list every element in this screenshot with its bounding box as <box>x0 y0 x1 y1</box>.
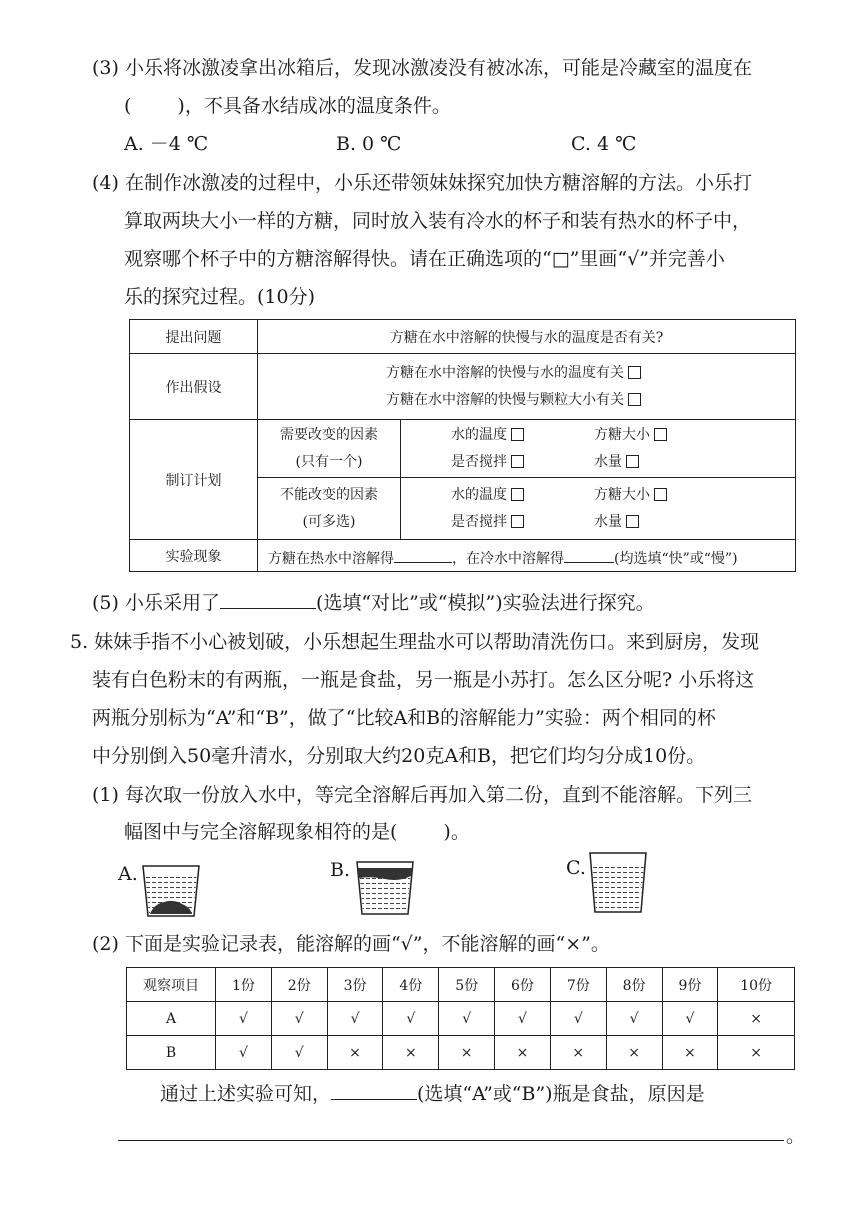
table-header-cell: 4份 <box>383 968 439 1002</box>
table-row <box>130 320 796 354</box>
row-label-question: 提出问题 <box>130 320 258 354</box>
table-header-cell: 6份 <box>495 968 551 1002</box>
hypothesis-option-size[interactable] <box>386 387 789 414</box>
question-text: 方糖在水中溶解的快慢与水的温度是否有关? <box>258 320 796 354</box>
option-label: 水的温度 <box>451 486 507 503</box>
table-cell: × <box>327 1036 383 1070</box>
checkbox[interactable] <box>654 488 667 501</box>
phenomenon-part2: ，在冷水中溶解得 <box>452 550 564 567</box>
table-cell: √ <box>606 1002 662 1036</box>
change-factor-options <box>401 420 796 478</box>
table-cell: A <box>127 1002 216 1036</box>
table-cell: √ <box>271 1002 327 1036</box>
cup-b-label: B. <box>330 859 351 881</box>
table-cell: × <box>439 1036 495 1070</box>
table-cell: × <box>718 1036 795 1070</box>
table-cell: √ <box>439 1002 495 1036</box>
table-header-cell: 2份 <box>271 968 327 1002</box>
reason-end-mark: 。 <box>786 1125 806 1147</box>
table-row-header <box>127 968 795 1002</box>
cold-water-answer-blank[interactable] <box>564 544 614 563</box>
table-cell: B <box>127 1036 216 1070</box>
phenomenon-part1: 方糖在热水中溶解得 <box>268 550 394 567</box>
table-row-b <box>127 1036 795 1070</box>
q5-answer-blank[interactable] <box>220 590 316 609</box>
q3-line1: (3) 小乐将冰激凌拿出冰箱后，发现冰激凌没有被冰冻，可能是冷藏室的温度在 <box>92 57 752 79</box>
option-water-amount[interactable] <box>594 449 639 476</box>
q4-line1: (4) 在制作冰激凌的过程中，小乐还带领妹妹探究加快方糖溶解的方法。小乐打 <box>92 172 752 194</box>
table-cell: √ <box>495 1002 551 1036</box>
option-sugar-size[interactable] <box>594 422 667 449</box>
table-cell: √ <box>383 1002 439 1036</box>
table-cell: × <box>495 1036 551 1070</box>
q5-line-rest: (选填“对比”或“模拟”)实验法进行探究。 <box>315 592 655 614</box>
p5-line4: 中分别倒入50毫升清水，分别取大约20克A和B，把它们均匀分成10份。 <box>92 745 706 767</box>
checkbox[interactable] <box>511 455 524 468</box>
table-cell: √ <box>327 1002 383 1036</box>
phenomenon-text <box>258 540 796 572</box>
table-cell: √ <box>662 1002 718 1036</box>
p5-line3: 两瓶分别标为“A”和“B”，做了“比较A和B的溶解能力”实验：两个相同的杯 <box>92 707 716 729</box>
option-label: 水的温度 <box>451 426 507 443</box>
phenomenon-hint: (均选填“快”或“慢”) <box>614 550 738 567</box>
cup-a-label: A. <box>118 863 138 885</box>
table-header-cell: 8份 <box>606 968 662 1002</box>
hypothesis-option-label: 方糖在水中溶解的快慢与水的温度有关 <box>386 364 624 381</box>
checkbox[interactable] <box>626 455 639 468</box>
p5q1-line1: (1) 每次取一份放入水中，等完全溶解后再加入第二份，直到不能溶解。下列三 <box>92 784 752 806</box>
conclusion-start: 通过上述实验可知， <box>160 1083 332 1105</box>
q5-line-start: (5) 小乐采用了 <box>92 592 220 614</box>
table-cell: × <box>606 1036 662 1070</box>
checkbox[interactable] <box>654 428 667 441</box>
change-factor-label <box>258 420 401 478</box>
p5q1-line2-end: )。 <box>443 821 470 843</box>
table-row-a <box>127 1002 795 1036</box>
option-water-temperature[interactable] <box>451 482 594 509</box>
keep-factor-note: (可多选) <box>302 513 356 530</box>
option-sugar-size[interactable] <box>594 482 667 509</box>
table-cell: √ <box>216 1002 272 1036</box>
row-label-phenomenon: 实验现象 <box>130 540 258 572</box>
hypothesis-option-temperature[interactable] <box>386 360 789 387</box>
cup-c-figure <box>587 850 649 914</box>
q3-option-b: B. 0 ℃ <box>336 133 402 155</box>
table-cell: × <box>718 1002 795 1036</box>
q4-line4: 乐的探究过程。(10分) <box>124 286 316 308</box>
checkbox[interactable] <box>511 488 524 501</box>
conclusion-rest: (选填“A”或“B”)瓶是食盐，原因是 <box>417 1083 705 1105</box>
change-factor-title: 需要改变的因素 <box>280 426 378 443</box>
keep-factor-options <box>401 478 796 540</box>
q3-option-a: A. －4 ℃ <box>124 133 209 155</box>
option-label: 水量 <box>594 453 622 470</box>
keep-factor-title: 不能改变的因素 <box>280 486 378 503</box>
checkbox[interactable] <box>511 428 524 441</box>
option-water-temperature[interactable] <box>451 422 594 449</box>
option-label: 是否搅拌 <box>451 453 507 470</box>
record-table <box>126 967 795 1070</box>
table-header-cell: 9份 <box>662 968 718 1002</box>
row-label-plan: 制订计划 <box>130 420 258 540</box>
hot-water-answer-blank[interactable] <box>394 544 452 563</box>
checkbox[interactable] <box>628 393 641 406</box>
option-stirring[interactable] <box>451 509 594 536</box>
cup-a-figure <box>140 860 202 918</box>
q3-line2-rest: )，不具备水结成冰的温度条件。 <box>177 95 451 117</box>
option-water-amount[interactable] <box>594 509 639 536</box>
option-label: 是否搅拌 <box>451 513 507 530</box>
table-cell: √ <box>216 1036 272 1070</box>
table-row <box>130 540 796 572</box>
change-factor-note: (只有一个) <box>295 453 363 470</box>
cup-b-figure <box>354 856 416 916</box>
table-row <box>130 354 796 420</box>
row-label-hypothesis: 作出假设 <box>130 354 258 420</box>
table-cell: × <box>383 1036 439 1070</box>
option-label: 方糖大小 <box>594 486 650 503</box>
checkbox[interactable] <box>511 515 524 528</box>
table-header-cell: 3份 <box>327 968 383 1002</box>
table-cell: × <box>662 1036 718 1070</box>
table-cell: √ <box>271 1036 327 1070</box>
table-header-cell: 7份 <box>550 968 606 1002</box>
cup-c-label: C. <box>566 857 586 879</box>
table-header-cell: 10份 <box>718 968 795 1002</box>
option-label: 方糖大小 <box>594 426 650 443</box>
keep-factor-label <box>258 478 401 540</box>
table-cell: √ <box>550 1002 606 1036</box>
q4-line3: 观察哪个杯子中的方糖溶解得快。请在正确选项的“□”里画“√”并完善小 <box>124 248 725 270</box>
hypothesis-options <box>258 354 796 420</box>
table-row <box>130 420 796 478</box>
checkbox[interactable] <box>626 515 639 528</box>
checkbox[interactable] <box>628 366 641 379</box>
q5-line <box>92 589 655 617</box>
conclusion-answer-blank[interactable] <box>331 1081 417 1100</box>
table-cell: × <box>550 1036 606 1070</box>
experiment-plan-table <box>129 319 796 572</box>
q3-option-c: C. 4 ℃ <box>571 133 637 155</box>
table-header-cell: 5份 <box>439 968 495 1002</box>
p5q1-line2-start: 幅图中与完全溶解现象相符的是( <box>124 821 398 843</box>
p5q2-line: (2) 下面是实验记录表，能溶解的画“√”，不能溶解的画“×”。 <box>92 933 610 955</box>
q3-line2 <box>124 92 451 120</box>
reason-answer-line[interactable] <box>118 1140 784 1141</box>
conclusion-line <box>160 1080 705 1108</box>
table-header-cell: 1份 <box>216 968 272 1002</box>
q3-paren-open: ( <box>124 95 132 117</box>
q4-line2: 算取两块大小一样的方糖，同时放入装有冷水的杯子和装有热水的杯子中， <box>124 210 752 232</box>
table-header-cell: 观察项目 <box>127 968 216 1002</box>
p5-line2: 装有白色粉末的有两瓶，一瓶是食盐，另一瓶是小苏打。怎么区分呢? 小乐将这 <box>92 669 755 691</box>
option-stirring[interactable] <box>451 449 594 476</box>
p5q1-line2 <box>124 818 470 846</box>
p5-line1: 5. 妹妹手指不小心被划破，小乐想起生理盐水可以帮助清洗伤口。来到厨房，发现 <box>70 631 760 653</box>
hypothesis-option-label: 方糖在水中溶解的快慢与颗粒大小有关 <box>386 391 624 408</box>
option-label: 水量 <box>594 513 622 530</box>
